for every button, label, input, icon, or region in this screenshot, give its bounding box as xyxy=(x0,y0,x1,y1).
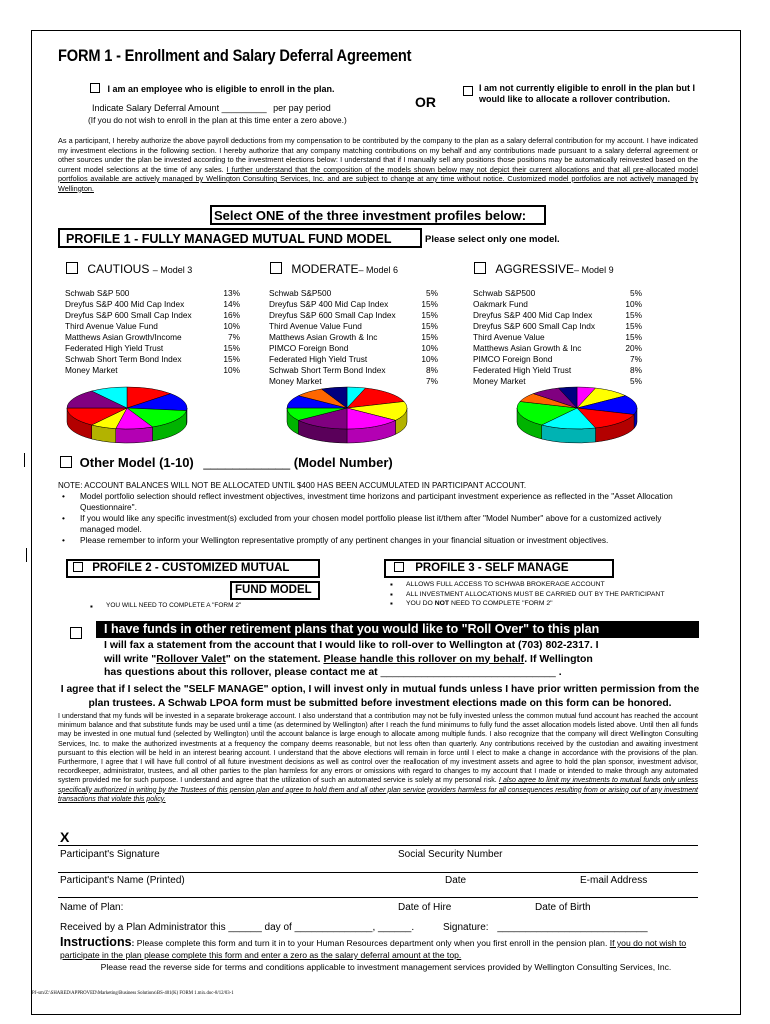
cautious-pie-chart xyxy=(64,384,194,444)
model-moderate-option xyxy=(270,262,398,276)
profile2-title xyxy=(66,559,320,578)
profile3-bullet: ▪ ALL INVESTMENT ALLOCATIONS MUST BE CARRIED OUT BY THE PARTICIPANT xyxy=(388,590,698,600)
model-name: MODERATE xyxy=(291,262,359,276)
moderate-pie-chart xyxy=(284,384,414,444)
other-model-checkbox[interactable] xyxy=(60,456,72,468)
model-aggressive-option xyxy=(474,262,614,276)
received-by-line: Received by a Plan Administrator this ______ day of ______________, ______. xyxy=(60,922,415,933)
eligible-label: I am an employee who is eligible to enroll in the plan. xyxy=(107,84,335,94)
profile3-bullet: ▪ ALLOWS FULL ACCESS TO SCHWAB BROKERAGE ACCOUNT xyxy=(388,580,698,590)
fund-row: Schwab Short Term Bond Index 8% xyxy=(269,365,438,375)
fund-row: Money Market 10% xyxy=(65,365,240,375)
fund-row: Schwab S&P500 5% xyxy=(269,288,438,298)
note-heading: NOTE: ACCOUNT BALANCES WILL NOT BE ALLOCATED UNTIL $400 HAS BEEN ACCUMULATED IN PARTICIPANT ACCOUNT. xyxy=(58,481,527,490)
fund-row: PIMCO Foreign Bond 7% xyxy=(473,354,642,364)
profile3-checkbox[interactable] xyxy=(394,562,404,572)
fund-row: Matthews Asian Growth/Income 7% xyxy=(65,332,240,342)
profile3-title xyxy=(384,559,614,578)
footer-path: PJ-sm/Z:\SHARED\APPROVED\Marketing\Business Solutions\BS-401(K) FORM 1.mix.doc-8/12/03-1 xyxy=(32,991,234,996)
profile2-checkbox[interactable] xyxy=(73,562,83,572)
fund-row: Matthews Asian Growth & Inc 20% xyxy=(473,343,642,353)
admin-signature-field[interactable]: ___________________________ xyxy=(497,922,648,933)
contact-field[interactable]: ______________________________ xyxy=(380,666,556,678)
plan-line xyxy=(58,897,698,898)
fund-row: Matthews Asian Growth & Inc 15% xyxy=(269,332,438,342)
fund-row: Schwab S&P500 5% xyxy=(473,288,642,298)
eligible-checkbox[interactable] xyxy=(90,83,100,93)
signature-x-mark: X xyxy=(60,829,70,845)
model-number-field[interactable]: ____________ xyxy=(203,455,291,470)
instructions-label: Instructions xyxy=(60,935,132,949)
fund-row: Dreyfus S&P 600 Small Cap Indx 15% xyxy=(473,321,642,331)
other-model-label: Other Model (1-10) xyxy=(79,455,194,470)
rollover-text: I will fax a statement from the account that I would like to roll-over to Wellington at (703) 802-2317. I will write "Rollover Valet" on the statement. Please handle this rollover on my behalf. If Wellington has questions about this rollover, please contact me at ______________________________ . xyxy=(104,639,599,678)
fund-row: Dreyfus S&P 400 Mid Cap Index 14% xyxy=(65,299,240,309)
note-item: • Model portfolio selection should reflect investment objectives, investment time horizons and participant investment experience as reflected in the "Asset Allocation Questionnaire". xyxy=(58,491,698,513)
admin-signature xyxy=(443,922,648,933)
not-eligible-checkbox[interactable] xyxy=(463,82,473,100)
model-number-label: (Model Number) xyxy=(293,455,393,470)
fund-row: Dreyfus S&P 400 Mid Cap Index 15% xyxy=(269,299,438,309)
reverse-side-note: Please read the reverse side for terms and conditions applicable to investment management services provided by Wellington Consulting Services, Inc. xyxy=(100,962,672,972)
profile1-note: Please select only one model. xyxy=(425,234,560,245)
other-model-option xyxy=(60,455,393,470)
profile2-bullets xyxy=(88,602,241,609)
fund-row: Schwab Short Term Bond Index 15% xyxy=(65,354,240,364)
admin-signature-label: Signature: xyxy=(443,922,489,933)
fund-row: Dreyfus S&P 600 Small Cap Index 15% xyxy=(269,310,438,320)
note-item: • If you would like any specific investment(s) excluded from your chosen model portfolio please list it/them after "Model Number" above for a customized actively managed model. xyxy=(58,513,698,535)
moderate-fund-list xyxy=(269,288,438,387)
deferral-suffix: per pay period xyxy=(273,103,331,113)
margin-mark xyxy=(26,548,27,562)
signature-line xyxy=(58,845,698,846)
model-suffix: – Model 3 xyxy=(152,265,193,275)
fund-row: Schwab S&P 500 13% xyxy=(65,288,240,298)
deferral-amount-field[interactable]: _________ xyxy=(221,103,267,113)
profile2-title-line2: FUND MODEL xyxy=(230,581,320,600)
profile1-title: PROFILE 1 - FULLY MANAGED MUTUAL FUND MODEL xyxy=(58,228,422,248)
fund-row: Federated High Yield Trust 15% xyxy=(65,343,240,353)
deferral-note: (If you do not wish to enroll in the plan at this time enter a zero above.) xyxy=(88,115,347,125)
pie-slice-side xyxy=(116,427,153,443)
rollover-bar: I have funds in other retirement plans that you would like to "Roll Over" to this plan xyxy=(96,621,699,638)
cautious-fund-list xyxy=(65,288,240,376)
note-item: • Please remember to inform your Wellington representative promptly of any pertinent changes in your financial situation or investment objectives. xyxy=(58,535,698,546)
model-suffix: – Model 6 xyxy=(358,265,398,275)
date-label: Date xyxy=(445,875,467,886)
date-of-hire-label: Date of Hire xyxy=(398,902,452,913)
authorization-text: As a participant, I hereby authorize the above payroll deductions from my compensation to be contributed by the company to the plan as a salary deferral contribution for my account. I have indicated my investment elections in the following section. I hereby authorize that any company matching contributions on my behalf and any contributions made pursuant to a salary deferral agreement or other sources under the plan be invested according to the investment elections below: I understand that if I manually sell any positions those positions may be automatically reinvested based on the current model selections at the time of any sales. I further understand that the composition of the models shown below may not depict their current allocations and that all pre-allocated model portfolios available are actively managed by Wellington Consulting Services, Inc. and are subject to change at any time without notice. Customized model portfolios are not actively managed by Wellington. xyxy=(58,136,698,193)
fund-row: PIMCO Foreign Bond 10% xyxy=(269,343,438,353)
cautious-checkbox[interactable] xyxy=(66,262,78,274)
notes-list xyxy=(58,491,698,546)
aggressive-fund-list xyxy=(473,288,642,387)
participant-signature-label: Participant's Signature xyxy=(60,849,160,860)
fund-row: Dreyfus S&P 400 Mid Cap Index 15% xyxy=(473,310,642,320)
select-profiles-heading: Select ONE of the three investment profiles below: xyxy=(210,205,546,225)
profile3-bullets xyxy=(388,580,698,609)
fund-row: Federated High Yield Trust 10% xyxy=(269,354,438,364)
plan-name-label: Name of Plan: xyxy=(60,902,124,913)
eligible-option xyxy=(90,83,335,94)
profile3-title-text: PROFILE 3 - SELF MANAGE xyxy=(415,562,569,574)
moderate-checkbox[interactable] xyxy=(270,262,282,274)
profile3-bullet: ▪ YOU DO NOT NEED TO COMPLETE "FORM 2" xyxy=(388,599,698,609)
fund-row: Oakmark Fund 10% xyxy=(473,299,642,309)
participant-name-label: Participant's Name (Printed) xyxy=(60,875,185,886)
ssn-label: Social Security Number xyxy=(398,849,503,860)
fund-row: Dreyfus S&P 600 Small Cap Index 16% xyxy=(65,310,240,320)
self-manage-agreement: I agree that if I select the "SELF MANAGE" option, I will invest only in mutual funds unless I have prior written permission from the plan trustees. A Schwab LPOA form must be submitted before investment elections made on this form can be honored. xyxy=(60,684,700,709)
agreement-body: I understand that my funds will be invested in a separate brokerage account. I also understand that a contribution may not be fully invested unless the common mutual fund account has reached the account minimum balance and that substitute funds may be used until a time (as determined by Wellington) after I reach the fund minimums to fully fund the asset allocation models listed above. Until then all funds may be invested in one mutual fund (selected by Wellington) until the account balance is large enough to allocate among multiple funds. I also recognize that the company will direct Wellington Consulting Services, Inc. to make the authorized investments at a frequency the company deems reasonable, but not less often than quarterly. Any contributions received by the custodian and awaiting investment pursuant to this election will be held in an interest bearing account. I understand that the above elections will remain in force until I elect to make a change in accordance with the provisions of the plan. Furthermore, I agree that I will have full control of all future investment decisions as well as control over the reallocation of my investment assets and agree to hold the plan sponsor, investment advisor, recordkeeper, administrator, trustees, and all other parties to the plan harmless for any errors or omissions with regard to changes to my account that I made or intended to make through any automated system provided me for such purpose. I understand and agree that the utilization of such an automated service is solely at my personal risk. I also agree to limit my investments to mutual funds only unless specifically authorized in writing by the Trustees of this pension plan and agree to hold them and all other plan service providers harmless for all consequences resulting from or arising out of any investment transactions that violate this policy. xyxy=(58,713,698,803)
instructions: Instructions: Please complete this form and turn it in to your Human Resources department only when you first enroll in the pension plan. If you do not wish to participate in the plan please complete this form and enter a zero as the salary deferral amount at the top. xyxy=(60,935,687,960)
fund-row: Federated High Yield Trust 8% xyxy=(473,365,642,375)
fund-row: Money Market 5% xyxy=(473,376,642,386)
profile2-title-text: PROFILE 2 - CUSTOMIZED MUTUAL xyxy=(92,562,290,574)
rollover-checkbox[interactable] xyxy=(70,625,82,643)
not-eligible-label: I am not currently eligible to enroll in the plan but I would like to allocate a rollover contribution. xyxy=(479,83,696,104)
deferral-label: Indicate Salary Deferral Amount xyxy=(92,103,220,113)
date-of-birth-label: Date of Birth xyxy=(535,902,591,913)
fund-row: Third Avenue Value Fund 10% xyxy=(65,321,240,331)
deferral-amount-row xyxy=(92,103,331,113)
fund-row: Money Market 7% xyxy=(269,376,438,386)
aggressive-checkbox[interactable] xyxy=(474,262,486,274)
profile2-bullet: ▪ YOU WILL NEED TO COMPLETE A "FORM 2" xyxy=(88,602,241,609)
margin-mark xyxy=(24,453,25,467)
model-suffix: – Model 9 xyxy=(574,265,614,275)
model-name: CAUTIOUS xyxy=(87,262,150,276)
or-label: OR xyxy=(415,94,436,110)
fund-row: Third Avenue Value Fund 15% xyxy=(269,321,438,331)
fund-row: Third Avenue Value 15% xyxy=(473,332,642,342)
form-title: FORM 1 - Enrollment and Salary Deferral Agreement xyxy=(58,46,412,65)
email-label: E-mail Address xyxy=(580,875,648,886)
aggressive-pie-chart xyxy=(514,384,644,444)
name-line xyxy=(58,872,698,873)
model-name: AGGRESSIVE xyxy=(495,262,575,276)
model-cautious-option xyxy=(66,262,192,276)
